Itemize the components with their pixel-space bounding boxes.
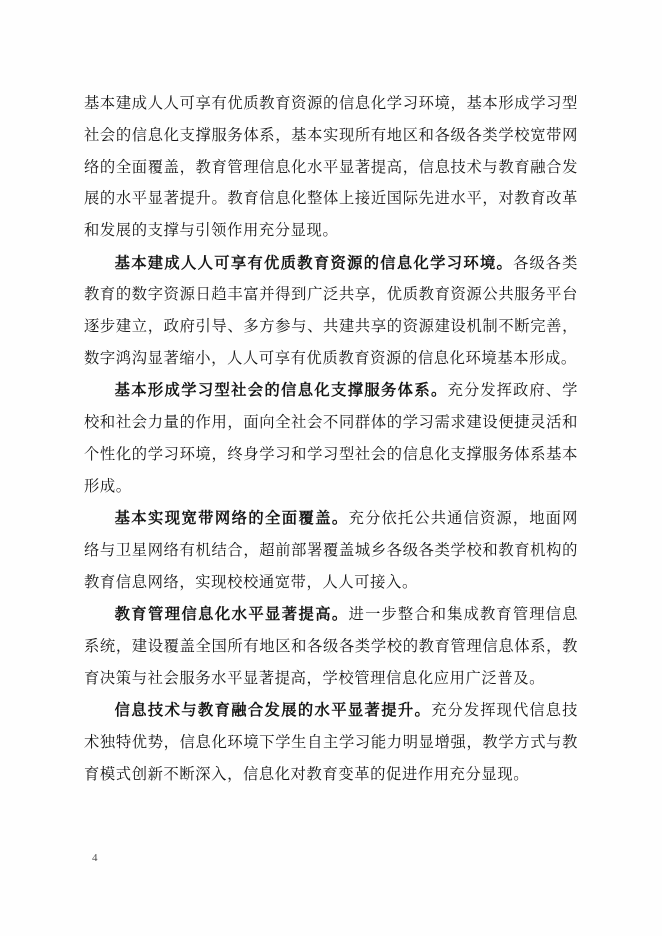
paragraph xyxy=(84,503,578,598)
paragraph-lead: 基本实现宽带网络的全面覆盖。 xyxy=(114,510,349,528)
paragraph-text: 充分依托公共通信资源，地面网络与卫星网络有机结合，超前部署覆盖城乡各级各类学校和教育机构的教育信息网络，实现校校通宽带，人人可接入。 xyxy=(84,510,578,591)
paragraph xyxy=(84,599,578,694)
paragraph xyxy=(84,695,578,790)
paragraph-text: 进一步整合和集成教育管理信息系统，建设覆盖全国所有地区和各级各类学校的教育管理信息体系，教育决策与社会服务水平显著提高，学校管理信息化应用广泛普及。 xyxy=(84,606,578,687)
paragraph-lead: 基本形成学习型社会的信息化支撑服务体系。 xyxy=(114,382,448,400)
paragraph-lead: 信息技术与教育融合发展的水平显著提升。 xyxy=(114,701,432,719)
paragraph-lead: 教育管理信息化水平显著提高。 xyxy=(114,606,349,623)
paragraph xyxy=(84,248,578,375)
paragraph-text: 充分发挥政府、学校和社会力量的作用，面向全社会不同群体的学习需求建设便捷灵活和个性化的学习环境，终身学习和学习型社会的信息化支撑服务体系基本形成。 xyxy=(84,382,578,495)
paragraph-lead: 基本建成人人可享有优质教育资源的信息化学习环境。 xyxy=(114,254,514,272)
paragraph xyxy=(84,375,578,502)
paragraph-text: 各级各类教育的数字资源日趋丰富并得到广泛共享，优质教育资源公共服务平台逐步建立，政府引导、多方参与、共建共享的资源建设机制不断完善，数字鸿沟显著缩小，人人可享有优质教育资源的信息化环境基本形成。 xyxy=(84,254,578,367)
document-body xyxy=(84,88,578,790)
paragraph-text: 基本建成人人可享有优质教育资源的信息化学习环境，基本形成学习型社会的信息化支撑服务体系，基本实现所有地区和各级各类学校宽带网络的全面覆盖，教育管理信息化水平显著提高，信息技术与教育融合发展的水平显著提升。教育信息化整体上接近国际先进水平，对教育改革和发展的支撑与引领作用充分显现。 xyxy=(84,95,578,240)
page-number: 4 xyxy=(92,852,98,864)
paragraph-text: 充分发挥现代信息技术独特优势，信息化环境下学生自主学习能力明显增强，教学方式与教育模式创新不断深入，信息化对教育变革的促进作用充分显现。 xyxy=(84,701,578,783)
paragraph xyxy=(84,88,578,247)
